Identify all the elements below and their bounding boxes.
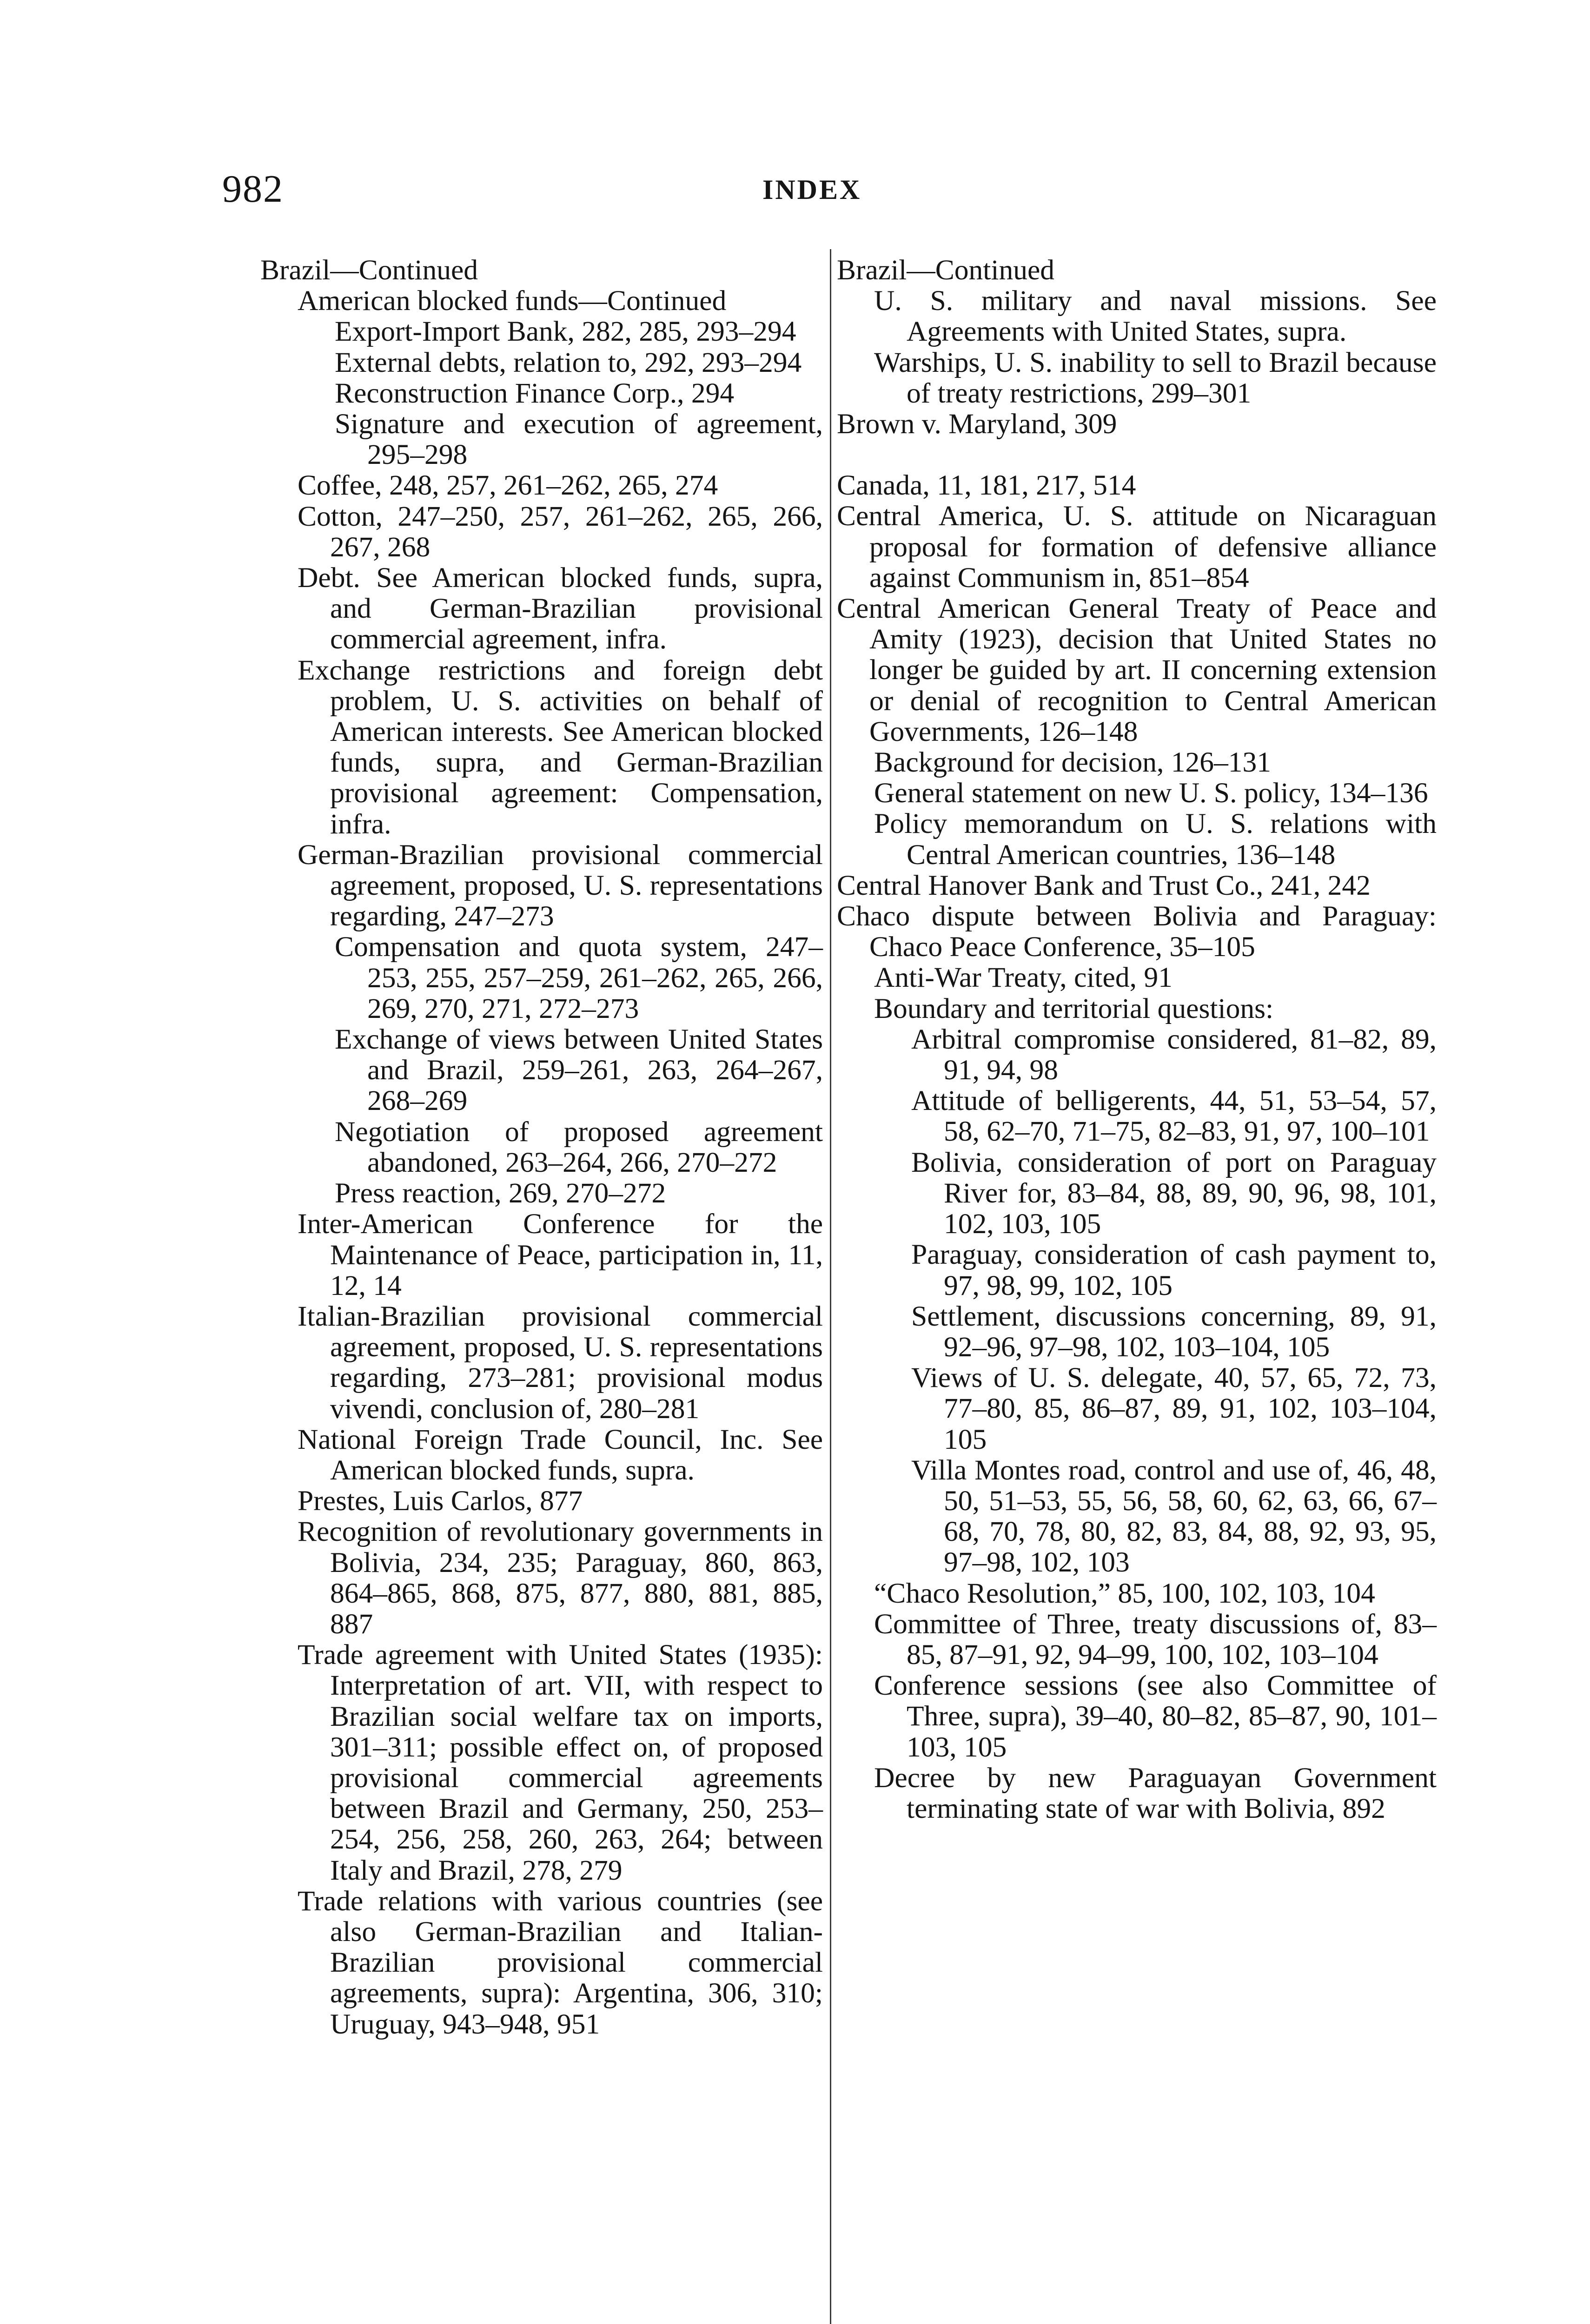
index-entry: National Foreign Trade Council, Inc. See American blocked funds, supra. <box>298 1423 823 1486</box>
index-entry: Brazil—Continued <box>837 254 1055 286</box>
index-entry: External debts, relation to, 292, 293–294 <box>335 346 802 378</box>
index-entry: Villa Montes road, control and use of, 46, 48, 50, 51–53, 55, 56, 58, 60, 62, 63, 66, 67–68, 70, 78, 80, 82, 83, 84, 88, 92, 93, 95, 97–98, 102, 103 <box>911 1454 1437 1578</box>
index-entry: General statement on new U. S. policy, 134–136 <box>874 777 1428 809</box>
index-entry: Italian-Brazilian provisional commercial agreement, proposed, U. S. representations regarding, 273–281; provisional modus vivendi, conclusion of, 280–281 <box>298 1300 823 1425</box>
index-entry: Paraguay, consideration of cash payment to, 97, 98, 99, 102, 105 <box>911 1239 1437 1301</box>
index-entry: American blocked funds—Continued <box>298 285 727 317</box>
index-entry: Exchange of views between United States and Brazil, 259–261, 263, 264–267, 268–269 <box>335 1023 823 1117</box>
index-entry: Prestes, Luis Carlos, 877 <box>298 1485 583 1517</box>
index-entry: Coffee, 248, 257, 261–262, 265, 274 <box>298 469 718 502</box>
index-entry: Recognition of revolutionary governments in Bolivia, 234, 235; Paraguay, 860, 863, 864–865, 868, 875, 877, 880, 881, 885, 887 <box>298 1516 823 1640</box>
index-entry: Conference sessions (see also Committee of Three, supra), 39–40, 80–82, 85–87, 90, 101–103, 105 <box>874 1670 1437 1763</box>
right-column <box>837 255 1437 1824</box>
index-entry: Decree by new Paraguayan Government terminating state of war with Bolivia, 892 <box>874 1762 1437 1824</box>
index-entry: Policy memorandum on U. S. relations with Central American countries, 136–148 <box>874 808 1437 871</box>
index-entry: Trade relations with various countries (see also German-Brazilian and Italian-Brazilian provisional commercial agreements, supra): Argentina, 306, 310; Uruguay, 943–948, 951 <box>298 1885 823 2040</box>
index-entry: Views of U. S. delegate, 40, 57, 65, 72, 73, 77–80, 85, 86–87, 89, 91, 102, 103–104, 105 <box>911 1362 1437 1455</box>
page-number: 982 <box>222 167 284 211</box>
index-entry: Anti-War Treaty, cited, 91 <box>874 962 1173 994</box>
index-entry: Brazil—Continued <box>260 254 478 286</box>
index-entry: Central America, U. S. attitude on Nicaraguan proposal for formation of defensive alliance against Communism in, 851–854 <box>837 500 1437 594</box>
index-entry: Reconstruction Finance Corp., 294 <box>335 377 735 409</box>
index-entry: Attitude of belligerents, 44, 51, 53–54, 57, 58, 62–70, 71–75, 82–83, 91, 97, 100–101 <box>911 1085 1437 1148</box>
index-entry: Debt. See American blocked funds, supra, and German-Brazilian provisional commercial agreement, infra. <box>298 562 823 655</box>
index-entry: Trade agreement with United States (1935): Interpretation of art. VII, with respect to Brazilian social welfare tax on imports, 301–311; possible effect on, of proposed provisional commercial agreements between Brazil and Germany, 250, 253–254, 256, 258, 260, 263, 264; between Italy and Brazil, 278, 279 <box>298 1639 823 1886</box>
running-head: INDEX <box>762 174 862 205</box>
index-entry: Signature and execution of agreement, 295–298 <box>335 408 823 471</box>
column-divider <box>830 249 831 2324</box>
index-entry: Negotiation of proposed agreement abandoned, 263–264, 266, 270–272 <box>335 1116 823 1178</box>
index-entry: Compensation and quota system, 247–253, 255, 257–259, 261–262, 265, 266, 269, 270, 271, 272–273 <box>335 931 823 1024</box>
index-entry: Background for decision, 126–131 <box>874 746 1272 779</box>
index-entry: Exchange restrictions and foreign debt problem, U. S. activities on behalf of American interests. See American blocked funds, supra, and German-Brazilian provisional agreement: Compensation, infra. <box>298 654 823 840</box>
index-entry: Canada, 11, 181, 217, 514 <box>837 469 1136 502</box>
index-entry: Brown v. Maryland, 309 <box>837 408 1117 440</box>
index-entry: Settlement, discussions concerning, 89, 91, 92–96, 97–98, 102, 103–104, 105 <box>911 1300 1437 1363</box>
left-column <box>260 255 823 2040</box>
index-entry: “Chaco Resolution,” 85, 100, 102, 103, 104 <box>874 1577 1375 1609</box>
index-entry: Central American General Treaty of Peace and Amity (1923), decision that United States no longer be guided by art. II concerning extension or denial of recognition to Central American Governments, 126–148 <box>837 593 1437 747</box>
index-entry: Boundary and territorial questions: <box>874 992 1274 1024</box>
index-entry: Press reaction, 269, 270–272 <box>335 1177 666 1209</box>
index-entry: Arbitral compromise considered, 81–82, 89, 91, 94, 98 <box>911 1023 1437 1086</box>
index-entry: Export-Import Bank, 282, 285, 293–294 <box>335 316 796 348</box>
index-entry: Chaco dispute between Bolivia and Paraguay: Chaco Peace Conference, 35–105 <box>837 900 1437 963</box>
index-entry: Central Hanover Bank and Trust Co., 241, 242 <box>837 869 1371 901</box>
index-entry: Inter-American Conference for the Maintenance of Peace, participation in, 11, 12, 14 <box>298 1208 823 1301</box>
index-entry: Warships, U. S. inability to sell to Brazil because of treaty restrictions, 299–301 <box>874 346 1437 409</box>
index-entry: Committee of Three, treaty discussions of, 83–85, 87–91, 92, 94–99, 100, 102, 103–104 <box>874 1608 1437 1670</box>
index-entry: Cotton, 247–250, 257, 261–262, 265, 266, 267, 268 <box>298 500 823 563</box>
index-entry: Bolivia, consideration of port on Paraguay River for, 83–84, 88, 89, 90, 96, 98, 101, 102, 103, 105 <box>911 1146 1437 1240</box>
index-entry: U. S. military and naval missions. See Agreements with United States, supra. <box>874 285 1437 348</box>
index-entry: German-Brazilian provisional commercial agreement, proposed, U. S. representations regarding, 247–273 <box>298 838 823 932</box>
